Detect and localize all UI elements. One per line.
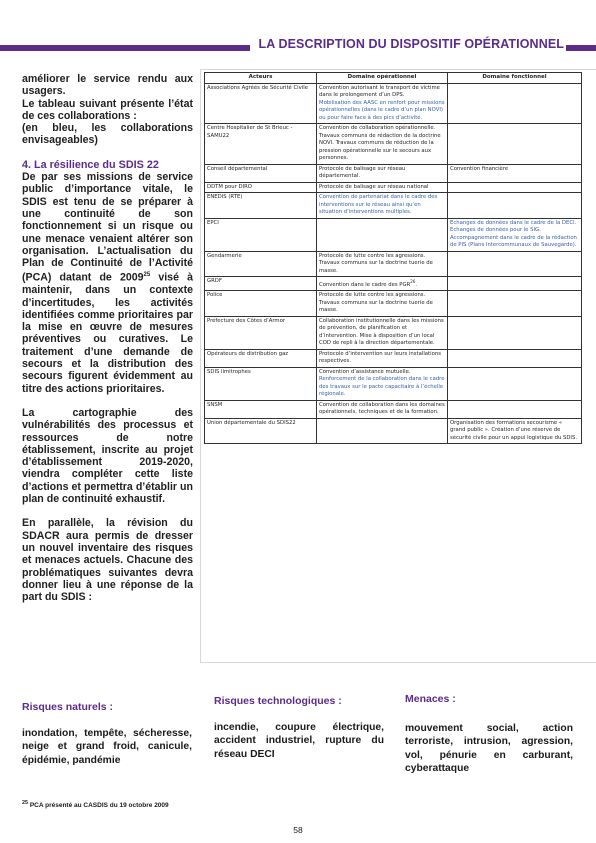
actor-text: Union départementale du SDIS22: [207, 419, 296, 426]
cell-actor: [205, 164, 317, 182]
cell-actor: [205, 277, 317, 291]
cell-actor: [205, 291, 317, 317]
tech-risks-column: [214, 695, 384, 761]
cell-functional: [448, 367, 582, 400]
actor-text: Gendarmerie: [207, 252, 242, 259]
cell-functional: [448, 251, 582, 277]
cell-operational: [317, 83, 448, 124]
cell-actor: [205, 316, 317, 349]
footnote-text: PCA présenté au CASDIS du 19 octobre 2009: [28, 802, 169, 810]
cell-actor: [205, 218, 317, 251]
cell-functional: [448, 291, 582, 317]
cell-operational: [317, 277, 448, 291]
functional-text: Organisation des formations secourisme « grand public ». Création d’une réserve de sécurité civile pour un appui logistique du SDIS.: [450, 419, 578, 441]
actor-text: ENEDIS (RTE): [207, 194, 243, 200]
header-functional: Domaine fonctionnel: [448, 73, 582, 84]
actor-text: Associations Agréés de Sécurité Civile: [207, 84, 308, 91]
operational-text: Protocole de balisage sur réseau national: [319, 183, 429, 190]
cell-functional: [448, 83, 582, 124]
section-header-title: [250, 37, 566, 51]
cell-actor: [205, 193, 317, 219]
actor-text: SDIS limitrophes: [207, 368, 251, 375]
threats-title: Menaces :: [405, 693, 456, 705]
cell-actor: [205, 182, 317, 193]
cell-operational: [317, 349, 448, 367]
actor-text: Centre Hospitalier de St Brieuc - SAMU22: [207, 125, 293, 139]
paragraph-resilience: [22, 171, 193, 395]
table-row: [205, 218, 582, 251]
operational-envisaged-text: Renforcement de la collaboration dans le cadre des travaux sur le pacte capacitaire à l’échelle régionale.: [319, 376, 445, 398]
table-row: [205, 291, 582, 317]
functional-envisaged-text: Echanges de données dans le cadre de la DECI. Echanges de données pour le SIG. Accompagnement dans le cadre de la rédaction de PIS (Plans Intercommunaux de Sauvegarde).: [450, 219, 577, 248]
table-row: [205, 164, 582, 182]
cell-actor: [205, 367, 317, 400]
cell-actor: [205, 251, 317, 277]
table-row: [205, 277, 582, 291]
cell-functional: [448, 124, 582, 165]
table-row: [205, 124, 582, 165]
collaborations-table-image: [200, 69, 596, 663]
actor-text: Opérateurs de distribution gaz: [207, 350, 289, 357]
header-operational: Domaine opérationnel: [317, 73, 448, 84]
cell-functional: [448, 316, 582, 349]
cell-operational: [317, 182, 448, 193]
natural-risks-text: inondation, tempête, sécheresse, neige et grand froid, canicule, épidémie, pandémie: [22, 728, 192, 766]
paragraph-sdacr: En parallèle, la révision du SDACR aura permis de dresser un nouvel inventaire des risques et menaces actuels. Chacune des problématiques suivantes devra donner lieu à une réponse de la part du SDIS :: [22, 517, 193, 604]
cell-functional: [448, 418, 582, 444]
table-row: [205, 251, 582, 277]
operational-text: Protocole de lutte contre les agressions. Travaux communs sur la doctrine tuerie de masse.: [319, 292, 433, 314]
cell-operational: [317, 251, 448, 277]
cell-functional: [448, 218, 582, 251]
operational-text: Convention autorisant le transport de victime dans le prolongement d’un DPS.: [319, 84, 440, 98]
operational-text: Protocole de lutte contre les agressions. Travaux communs sur la doctrine tuerie de masse.: [319, 252, 433, 274]
table-row: [205, 193, 582, 219]
footnote-ref-25: 25: [143, 272, 151, 279]
table-row: [205, 182, 582, 193]
natural-risks-title: Risques naturels :: [22, 701, 114, 713]
paragraph-vulnerability-map: La cartographie des vulnérabilités des processus et ressources de notre établissement, inscrite au projet d’établissement 2019-2020, viendra compléter cette liste d’actions et permettra d’établir un plan de continuité exhaustif.: [22, 406, 193, 506]
footnote-ref-26: 26: [410, 279, 416, 284]
table-row: [205, 418, 582, 444]
cell-actor: [205, 418, 317, 444]
cell-functional: [448, 349, 582, 367]
cell-operational: [317, 418, 448, 444]
operational-envisaged-text: Convention de partenariat dans le cadre des interventions sur le réseau ainsi qu’en situation d’interventions multiples.: [319, 194, 438, 215]
tech-risks-title: Risques technologiques :: [214, 695, 342, 707]
header-actors: Acteurs: [205, 73, 317, 84]
table-row: [205, 400, 582, 418]
operational-text: Convention d’assistance mutuelle.: [319, 368, 411, 375]
functional-text: Convention financière: [450, 165, 509, 172]
threats-column: [405, 693, 573, 776]
actor-text: Police: [207, 292, 223, 299]
paragraph-resilience-part2: visé à maintenir, dans un contexte d’incertitudes, les activités identifiées comme prioritaires par la mise en œuvre de mesures préventives ou curatives. Le traitement d’une demande de secours et la distribution des secours figurent évidemment au titre des actions prioritaires.: [22, 271, 193, 395]
footnote: [22, 800, 169, 809]
cell-operational: [317, 400, 448, 418]
table-row: [205, 83, 582, 124]
cell-operational: [317, 164, 448, 182]
table-header-row: [205, 73, 582, 84]
cell-functional: [448, 400, 582, 418]
paragraph-resilience-part1: De par ses missions de service public d’importance vitale, le SDIS est tenu de se préparer à une continuité de son fonctionnement si un risque ou une menace venaient altérer son organisation. L’actualisation du Plan de Continuité de l’Activité (PCA) datant de 2009: [22, 171, 193, 284]
table-row: [205, 316, 582, 349]
cell-operational: [317, 316, 448, 349]
left-text-column: [22, 73, 193, 603]
cell-actor: [205, 83, 317, 124]
collaborations-table: [204, 72, 582, 444]
footnote-number: 25: [22, 800, 29, 806]
table-row: [205, 367, 582, 400]
cell-operational: [317, 193, 448, 219]
natural-risks-column: [22, 701, 192, 767]
paragraph-table-intro: Le tableau suivant présente l’état de ces collaborations :: [22, 97, 193, 122]
operational-text-end: .: [415, 281, 418, 288]
cell-functional: [448, 182, 582, 193]
cell-functional: [448, 277, 582, 291]
cell-operational: [317, 218, 448, 251]
actor-text: Conseil départemental: [207, 165, 268, 172]
operational-text: Convention de collaboration dans les domaines opérationnels, techniques et de la formation.: [319, 401, 445, 416]
section-title-resilience: 4. La résilience du SDIS 22: [22, 158, 159, 171]
operational-text: Collaboration institutionnelle dans les missions de prévention, de planification et d’intervention. Mise à disposition d’un local COD de repli à la direction départementale.: [319, 317, 444, 347]
operational-text: Protocole de balisage sur réseau départemental.: [319, 165, 406, 179]
cell-operational: [317, 291, 448, 317]
operational-envisaged-text: Mobilisation des AASC en renfort pour missions opérationnelles (dans le cadre d’un plan NOVI) ou pour faire face à des pics d’activité.: [319, 99, 445, 121]
actor-text: SNSM: [207, 401, 223, 408]
cell-operational: [317, 367, 448, 400]
cell-functional: [448, 193, 582, 219]
cell-actor: [205, 400, 317, 418]
paragraph-intro: améliorer le service rendu aux usagers.: [22, 73, 193, 98]
actor-text: DDTM pour DIRO: [207, 183, 252, 190]
paragraph-blue-note: (en bleu, les collaborations envisageables): [22, 122, 193, 147]
actor-text: EPCI: [207, 219, 219, 226]
cell-actor: [205, 124, 317, 165]
operational-text: Protocole d’intervention sur leurs installations respectives.: [319, 350, 441, 365]
tech-risks-text: incendie, coupure électrique, accident industriel, rupture du réseau DECI: [214, 722, 384, 760]
operational-text: Convention de collaboration opérationnelle. Travaux communs de rédaction de la doctrine NOVI. Travaux communs de réduction de la pression opérationnelle sur le secours aux personnes.: [319, 125, 441, 161]
threats-text: mouvement social, action terroriste, intrusion, agression, vol, pénurie en carburant, cyberattaque: [405, 723, 573, 775]
actor-text: Préfecture des Côtes d’Armor: [207, 317, 286, 324]
operational-text: Convention dans le cadre des PGR: [319, 281, 411, 288]
cell-actor: [205, 349, 317, 367]
actor-text: GRDF: [207, 278, 222, 284]
cell-operational: [317, 124, 448, 165]
page-number: 58: [293, 825, 303, 835]
cell-functional: [448, 164, 582, 182]
table-row: [205, 349, 582, 367]
header-title-text: LA DESCRIPTION DU DISPOSITIF OPÉRATIONNEL: [258, 37, 564, 51]
